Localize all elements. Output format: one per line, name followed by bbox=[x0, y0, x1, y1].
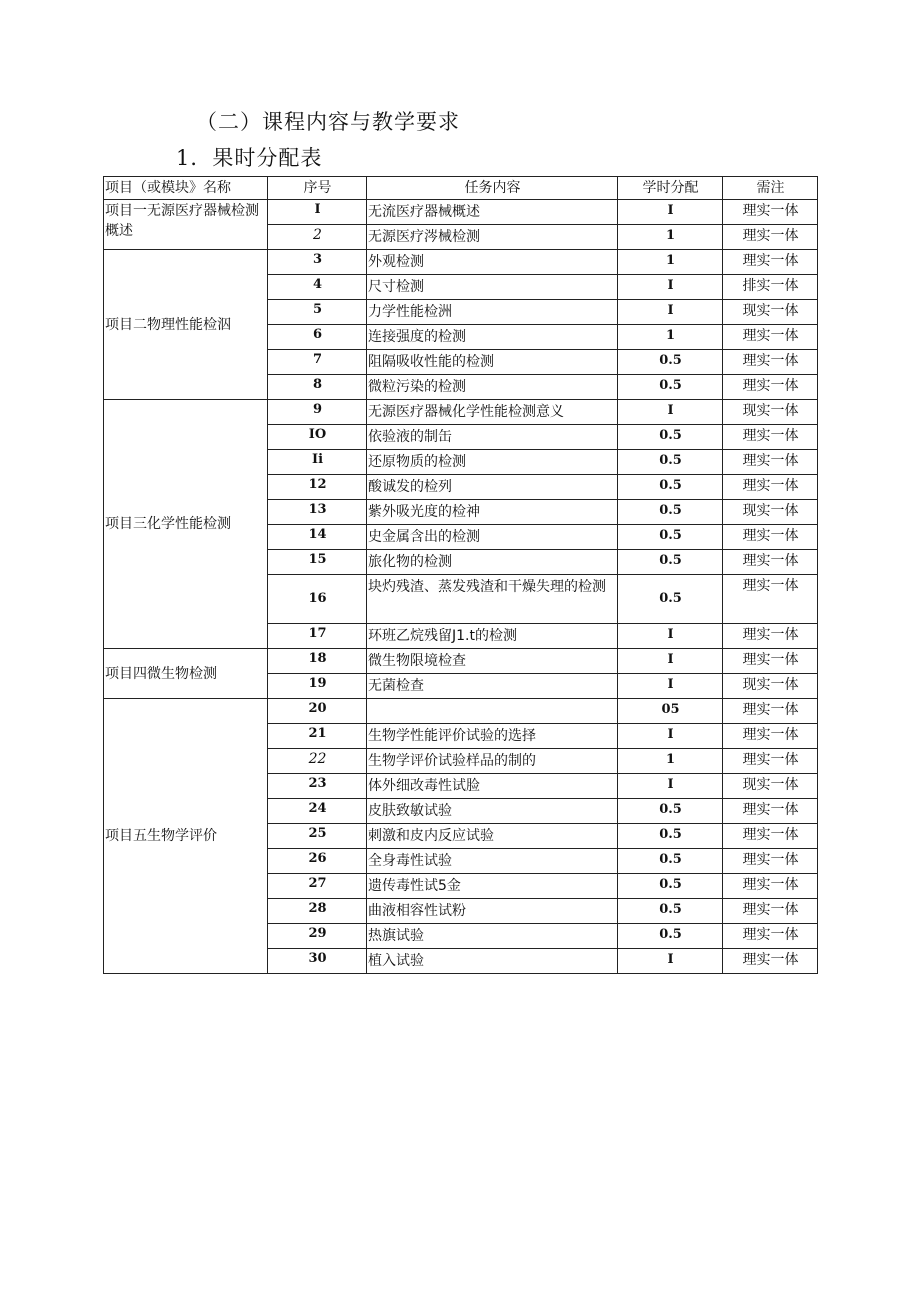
hours-cell: 0.5 bbox=[618, 500, 723, 525]
hours-cell: I bbox=[618, 200, 723, 225]
hours-cell: I bbox=[618, 949, 723, 974]
module-name-cell: 项目二物理性能检泅 bbox=[104, 250, 268, 400]
task-text: 生物学评价试验样品的制的 bbox=[368, 753, 536, 769]
note-cell: 理实一体 bbox=[723, 250, 818, 275]
table-body bbox=[104, 200, 818, 974]
task-text: 无源医疗器械化学性能检测意义 bbox=[368, 404, 564, 420]
header-note: 需注 bbox=[723, 177, 818, 200]
task-text: 曲液相容性试粉 bbox=[368, 903, 466, 919]
hours-cell: I bbox=[618, 624, 723, 649]
seq-cell: 6 bbox=[268, 325, 367, 350]
header-seq: 序号 bbox=[268, 177, 367, 200]
task-cell bbox=[367, 674, 618, 699]
module-name-cell: 项目四微生物检测 bbox=[104, 649, 268, 699]
seq-cell: Ii bbox=[268, 450, 367, 475]
note-cell: 现实一体 bbox=[723, 674, 818, 699]
task-text: 依验液的制缶 bbox=[368, 429, 452, 445]
table-row bbox=[104, 649, 818, 674]
note-cell: 理实一体 bbox=[723, 899, 818, 924]
note-cell: 理实一体 bbox=[723, 325, 818, 350]
seq-cell: 17 bbox=[268, 624, 367, 649]
task-text: 环班乙烷残留J1.t的检测 bbox=[368, 628, 517, 644]
task-text: 微粒污染的检测 bbox=[368, 379, 466, 395]
table-row bbox=[104, 250, 818, 275]
task-cell bbox=[367, 949, 618, 974]
task-cell bbox=[367, 350, 618, 375]
table-header-row bbox=[104, 177, 818, 200]
task-cell bbox=[367, 450, 618, 475]
note-cell: 理实一体 bbox=[723, 475, 818, 500]
note-cell: 理实一体 bbox=[723, 350, 818, 375]
task-cell bbox=[367, 749, 618, 774]
note-cell: 理实一体 bbox=[723, 649, 818, 674]
task-cell bbox=[367, 400, 618, 425]
hours-cell: 0.5 bbox=[618, 799, 723, 824]
hours-cell: 0.5 bbox=[618, 874, 723, 899]
table-row bbox=[104, 200, 818, 225]
task-cell bbox=[367, 200, 618, 225]
task-text: 旅化物的检测 bbox=[368, 554, 452, 570]
note-cell: 理实一体 bbox=[723, 949, 818, 974]
task-cell bbox=[367, 799, 618, 824]
hours-cell: 0.5 bbox=[618, 350, 723, 375]
task-cell bbox=[367, 275, 618, 300]
task-cell bbox=[367, 500, 618, 525]
note-cell: 理实一体 bbox=[723, 699, 818, 724]
hours-cell: 0.5 bbox=[618, 575, 723, 624]
note-cell: 现实一体 bbox=[723, 774, 818, 799]
seq-cell: 29 bbox=[268, 924, 367, 949]
note-cell: 现实一体 bbox=[723, 400, 818, 425]
task-text: 遗传毒性试5金 bbox=[368, 878, 461, 894]
note-cell: 理实一体 bbox=[723, 874, 818, 899]
task-cell bbox=[367, 924, 618, 949]
hours-allocation-table bbox=[103, 176, 818, 974]
header-task: 任务内容 bbox=[367, 177, 618, 200]
module-name-cell: 项目三化学性能检测 bbox=[104, 400, 268, 649]
hours-cell: I bbox=[618, 275, 723, 300]
note-cell: 理实一体 bbox=[723, 200, 818, 225]
task-text: 力学性能检洲 bbox=[368, 304, 452, 320]
seq-cell: 9 bbox=[268, 400, 367, 425]
seq-cell: 5 bbox=[268, 300, 367, 325]
task-text: 无菌检查 bbox=[368, 678, 424, 694]
seq-cell: 12 bbox=[268, 475, 367, 500]
hours-cell: I bbox=[618, 674, 723, 699]
section-heading: （二）课程内容与教学要求 bbox=[196, 110, 460, 134]
task-cell bbox=[367, 375, 618, 400]
seq-cell: 19 bbox=[268, 674, 367, 699]
note-cell: 排实一体 bbox=[723, 275, 818, 300]
hours-cell: 0.5 bbox=[618, 550, 723, 575]
seq-cell: IO bbox=[268, 425, 367, 450]
hours-cell: 0.5 bbox=[618, 475, 723, 500]
note-cell: 理实一体 bbox=[723, 749, 818, 774]
task-text: 史金属含出的检测 bbox=[368, 529, 480, 545]
task-cell bbox=[367, 475, 618, 500]
seq-cell: 14 bbox=[268, 525, 367, 550]
hours-cell: I bbox=[618, 400, 723, 425]
module-name-cell: 项目五生物学评价 bbox=[104, 699, 268, 974]
task-text: 还原物质的检测 bbox=[368, 454, 466, 470]
hours-cell: 0.5 bbox=[618, 899, 723, 924]
task-cell bbox=[367, 849, 618, 874]
note-cell: 理实一体 bbox=[723, 824, 818, 849]
hours-cell: 1 bbox=[618, 225, 723, 250]
task-text: 微生物限境检查 bbox=[368, 653, 466, 669]
task-cell bbox=[367, 899, 618, 924]
note-cell: 理实一体 bbox=[723, 799, 818, 824]
note-cell: 理实一体 bbox=[723, 624, 818, 649]
task-cell bbox=[367, 525, 618, 550]
task-text: 酸诚发的检列 bbox=[368, 479, 452, 495]
module-name-cell: 项目一无源医疗器械检测概述 bbox=[104, 200, 268, 250]
task-cell bbox=[367, 325, 618, 350]
task-text: 紫外吸光度的检神 bbox=[368, 504, 480, 520]
task-text: 块灼残渣、蒸发残渣和干燥失理的检测 bbox=[368, 579, 606, 595]
seq-cell: 22 bbox=[268, 749, 367, 774]
note-cell: 理实一体 bbox=[723, 924, 818, 949]
task-cell bbox=[367, 225, 618, 250]
seq-cell: 28 bbox=[268, 899, 367, 924]
task-cell bbox=[367, 649, 618, 674]
hours-cell: 0.5 bbox=[618, 849, 723, 874]
hours-cell: 0.5 bbox=[618, 924, 723, 949]
seq-cell: 30 bbox=[268, 949, 367, 974]
note-cell: 理实一体 bbox=[723, 849, 818, 874]
seq-cell: 16 bbox=[268, 575, 367, 624]
hours-cell: 0.5 bbox=[618, 375, 723, 400]
hours-cell: 1 bbox=[618, 250, 723, 275]
note-cell: 理实一体 bbox=[723, 724, 818, 749]
header-hours: 学时分配 bbox=[618, 177, 723, 200]
note-cell: 现实一体 bbox=[723, 500, 818, 525]
seq-cell: 24 bbox=[268, 799, 367, 824]
task-text: 全身毒性试验 bbox=[368, 853, 452, 869]
note-cell: 理实一体 bbox=[723, 425, 818, 450]
task-cell bbox=[367, 575, 618, 624]
hours-cell: 1 bbox=[618, 749, 723, 774]
seq-cell: 18 bbox=[268, 649, 367, 674]
task-text: 无流医疗器械概述 bbox=[368, 204, 480, 220]
seq-cell: 27 bbox=[268, 874, 367, 899]
hours-cell: 0.5 bbox=[618, 525, 723, 550]
hours-cell: 05 bbox=[618, 699, 723, 724]
task-cell bbox=[367, 550, 618, 575]
header-module: 项目（或模块》名称 bbox=[104, 177, 268, 200]
task-cell bbox=[367, 774, 618, 799]
seq-cell: 21 bbox=[268, 724, 367, 749]
note-cell: 现实一体 bbox=[723, 300, 818, 325]
hours-cell: 0.5 bbox=[618, 824, 723, 849]
hours-cell: I bbox=[618, 724, 723, 749]
note-cell: 理实一体 bbox=[723, 550, 818, 575]
note-cell: 理实一体 bbox=[723, 375, 818, 400]
note-cell: 理实一体 bbox=[723, 225, 818, 250]
task-cell bbox=[367, 624, 618, 649]
subsection-heading: 1．果时分配表 bbox=[176, 146, 323, 170]
task-cell bbox=[367, 824, 618, 849]
hours-cell: 0.5 bbox=[618, 425, 723, 450]
seq-cell: 23 bbox=[268, 774, 367, 799]
task-cell bbox=[367, 874, 618, 899]
task-text: 尺寸检测 bbox=[368, 279, 424, 295]
seq-cell: 13 bbox=[268, 500, 367, 525]
seq-cell: 25 bbox=[268, 824, 367, 849]
task-cell bbox=[367, 425, 618, 450]
note-cell: 理实一体 bbox=[723, 575, 818, 624]
table-row bbox=[104, 699, 818, 724]
task-cell bbox=[367, 250, 618, 275]
seq-cell: 20 bbox=[268, 699, 367, 724]
hours-cell: I bbox=[618, 300, 723, 325]
task-text: 皮肤致敏试验 bbox=[368, 803, 452, 819]
task-text: 无源医疗涔械检测 bbox=[368, 229, 480, 245]
seq-cell: 3 bbox=[268, 250, 367, 275]
hours-cell: I bbox=[618, 649, 723, 674]
task-cell bbox=[367, 699, 618, 724]
hours-cell: 1 bbox=[618, 325, 723, 350]
table-row bbox=[104, 400, 818, 425]
note-cell: 理实一体 bbox=[723, 525, 818, 550]
seq-cell: I bbox=[268, 200, 367, 225]
task-text: 热旗试验 bbox=[368, 928, 424, 944]
seq-cell: 26 bbox=[268, 849, 367, 874]
seq-cell: 7 bbox=[268, 350, 367, 375]
task-text: 体外细改毒性试脸 bbox=[368, 778, 480, 794]
task-text: 阻隔吸收性能的检测 bbox=[368, 354, 494, 370]
hours-cell: I bbox=[618, 774, 723, 799]
task-text: 植入试验 bbox=[368, 953, 424, 969]
note-cell: 理实一体 bbox=[723, 450, 818, 475]
task-cell bbox=[367, 724, 618, 749]
task-text: 外观检测 bbox=[368, 254, 424, 270]
task-text: 生物学性能评价试验的选择 bbox=[368, 728, 536, 744]
task-text: 连接强度的检测 bbox=[368, 329, 466, 345]
task-text: 刺激和皮内反应试验 bbox=[368, 828, 494, 844]
seq-cell: 8 bbox=[268, 375, 367, 400]
seq-cell: 2 bbox=[268, 225, 367, 250]
hours-cell: 0.5 bbox=[618, 450, 723, 475]
seq-cell: 15 bbox=[268, 550, 367, 575]
seq-cell: 4 bbox=[268, 275, 367, 300]
task-cell bbox=[367, 300, 618, 325]
